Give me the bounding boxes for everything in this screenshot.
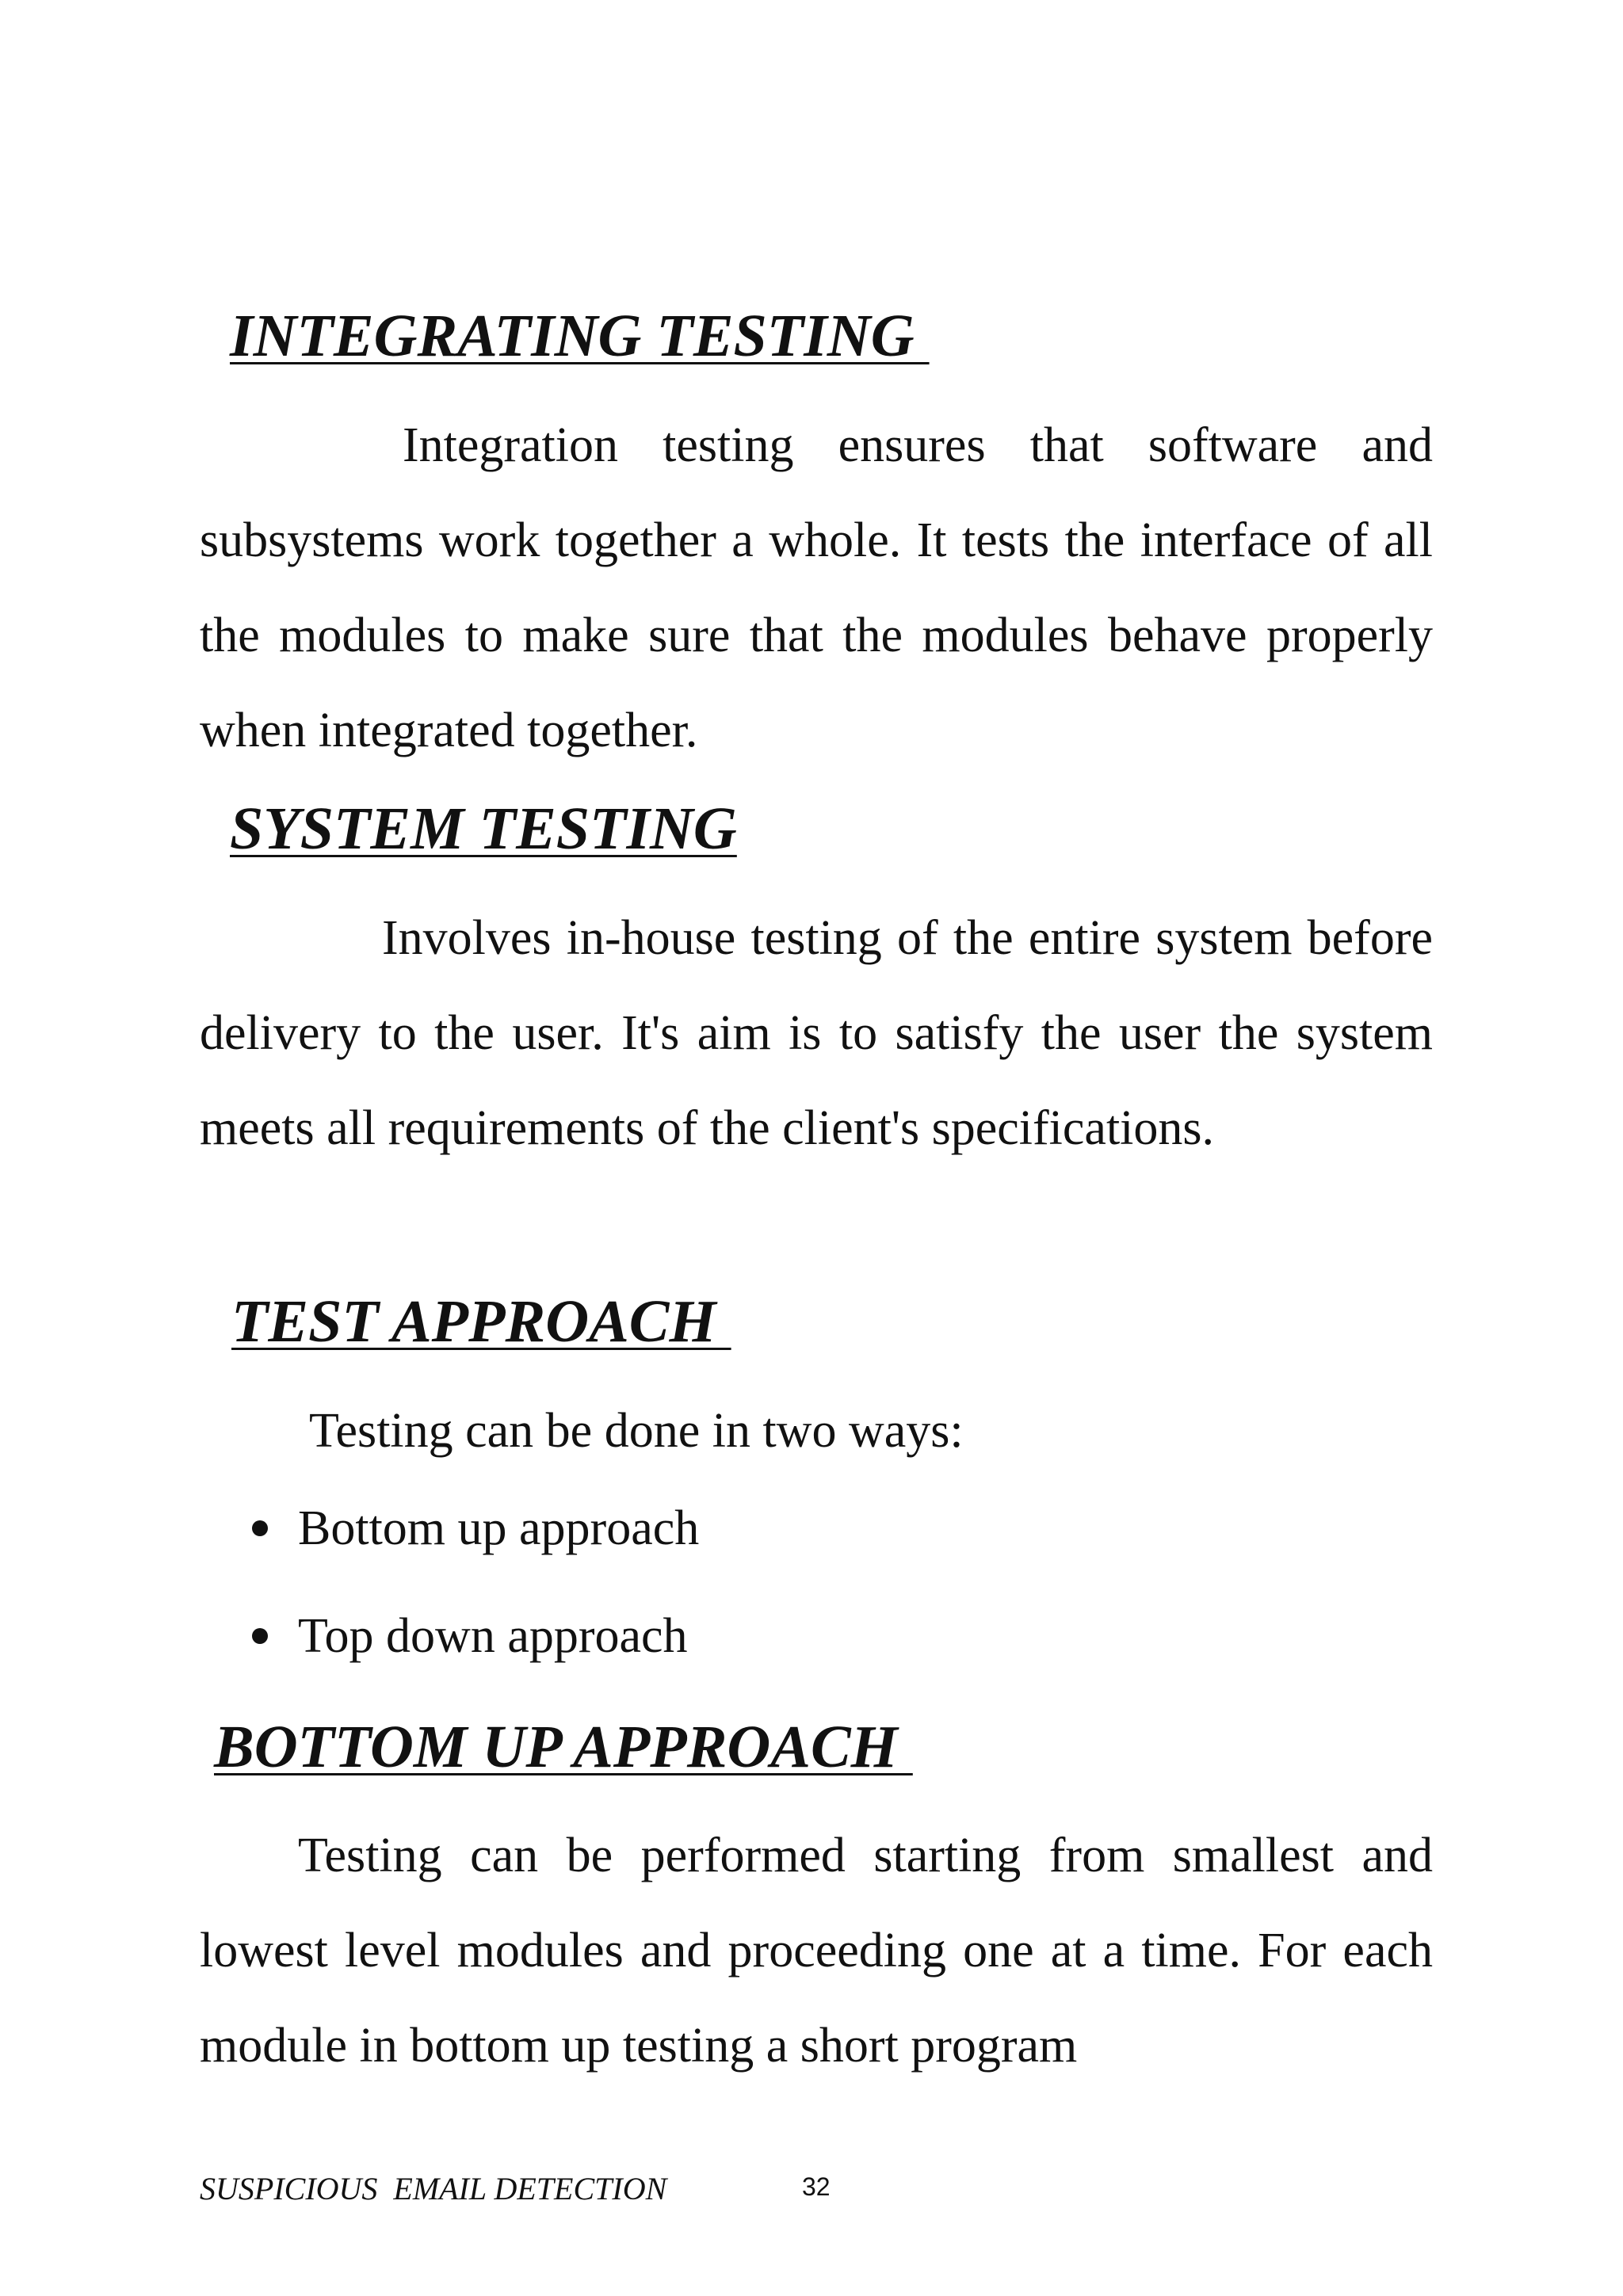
section-heading-system-testing: SYSTEM TESTING bbox=[230, 795, 737, 862]
approach-bullet-list bbox=[238, 1474, 1189, 1690]
footer-document-title: SUSPICIOUS EMAIL DETECTION bbox=[200, 2171, 667, 2206]
section-heading-test-approach: TEST APPROACH bbox=[231, 1288, 731, 1355]
section-heading-bottom-up-approach: BOTTOM UP APPROACH bbox=[214, 1714, 913, 1780]
bullet-icon bbox=[252, 1520, 268, 1536]
section-paragraph-bottom-up-approach: Testing can be performed starting from smallest and lowest level modules and proceeding one at a time. For each module in bottom up testing a short program bbox=[200, 1829, 1433, 2073]
list-item-label: Top down approach bbox=[298, 1609, 688, 1663]
section-intro-test-approach: Testing can be done in two ways: bbox=[309, 1404, 964, 1458]
footer-page-number: 32 bbox=[802, 2172, 831, 2201]
section-paragraph-integrating-testing: Integration testing ensures that software and subsystems work together a whole. It tests the interface of all the modules to make sure that the modules behave properly when integrated together. bbox=[200, 418, 1433, 757]
list-item bbox=[238, 1582, 1189, 1690]
list-item-label: Bottom up approach bbox=[298, 1501, 700, 1555]
section-heading-integrating-testing: INTEGRATING TESTING bbox=[230, 303, 930, 369]
bullet-icon bbox=[252, 1628, 268, 1644]
section-paragraph-system-testing: Involves in-house testing of the entire system before delivery to the user. It's aim is to satisfy the user the system meets all requirements of the client's specifications. bbox=[200, 911, 1433, 1155]
list-item bbox=[238, 1474, 1189, 1582]
